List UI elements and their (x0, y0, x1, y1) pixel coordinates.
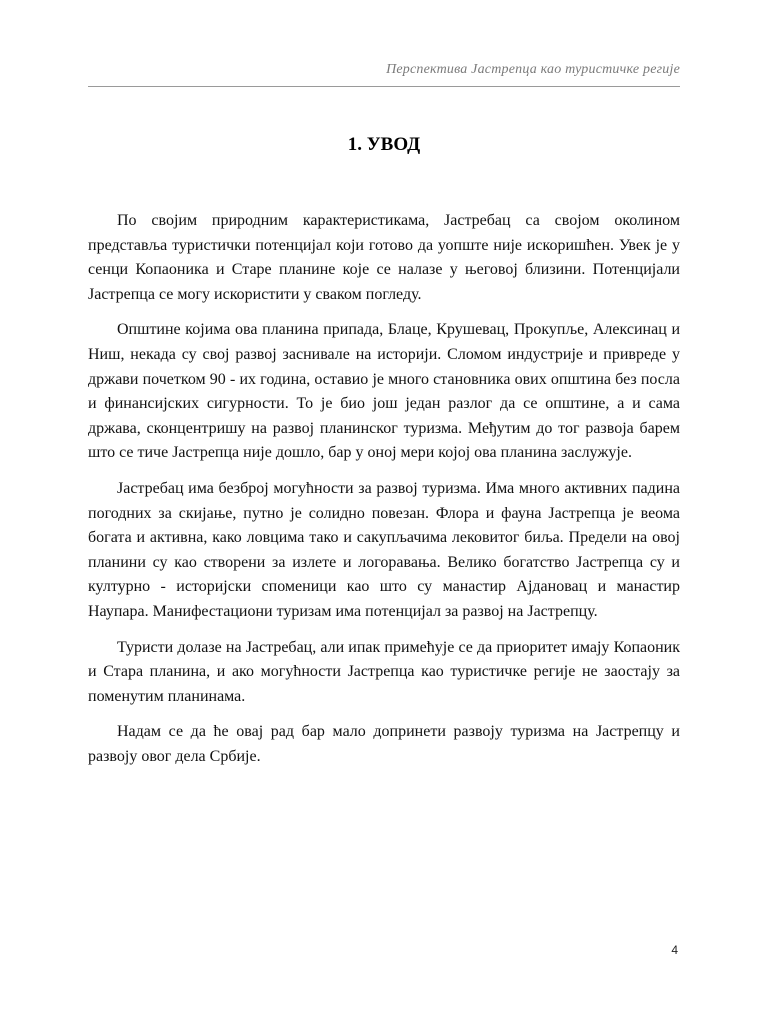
paragraph: Надам се да ће овај рад бар мало допринети развоју туризма на Јастрепцу и развоју овог дела Србије. (88, 723, 680, 765)
header-divider (88, 86, 680, 87)
paragraph: По својим природним карактеристикама, Јастребац са својом околином представља туристички потенцијал који готово да уопште није искоришћен. Увек је у сенци Копаоника и Старе планине које се налазе у његовој близини. Потенцијали Јастрепца се могу искористити у сваком погледу. (88, 212, 680, 303)
page-number: 4 (671, 943, 678, 957)
paragraph: Туристи долазе на Јастребац, али ипак примећује се да приоритет имају Копаоник и Стара планина, и ако могућности Јастрепца као туристичке регије не заостају за поменутим планинама. (88, 638, 680, 705)
running-header: Перспектива Јастрепца као туристичке регије (386, 62, 680, 77)
paragraph: Општине којима ова планина припада, Блаце, Крушевац, Прокупље, Алексинац и Ниш, некада су свој развој заснивале на историји. Сломом индустрије и привреде у држави почетком 90 - их година, оставио је много становника ових општина без посла и финансијских сигурности. То је био још један разлог да се општине, а и сама држава, сконцентришу на развој планинског туризма. Међутим до тог развоја барем што се тиче Јастрепца није дошло, бар у оној мери којој ова планина заслужује. (88, 321, 680, 462)
chapter-title: 1. УВОД (347, 134, 421, 155)
paragraph: Јастребац има безброј могућности за развој туризма. Има много активних падина погодних за скијање, путно је солидно повезан. Флора и фауна Јастрепца је веома богата и активна, како ловцима тако и сакупљачима лековитог биља. Предели на овој планини су као створени за излете и логоравања. Велико богатство Јастрепца су и културно - историјски споменици као што су манастир Ајдановац и манастир Наупара. Манифестациони туризам има потенцијал за развој на Јастрепцу. (88, 479, 680, 620)
body-text (88, 209, 680, 780)
